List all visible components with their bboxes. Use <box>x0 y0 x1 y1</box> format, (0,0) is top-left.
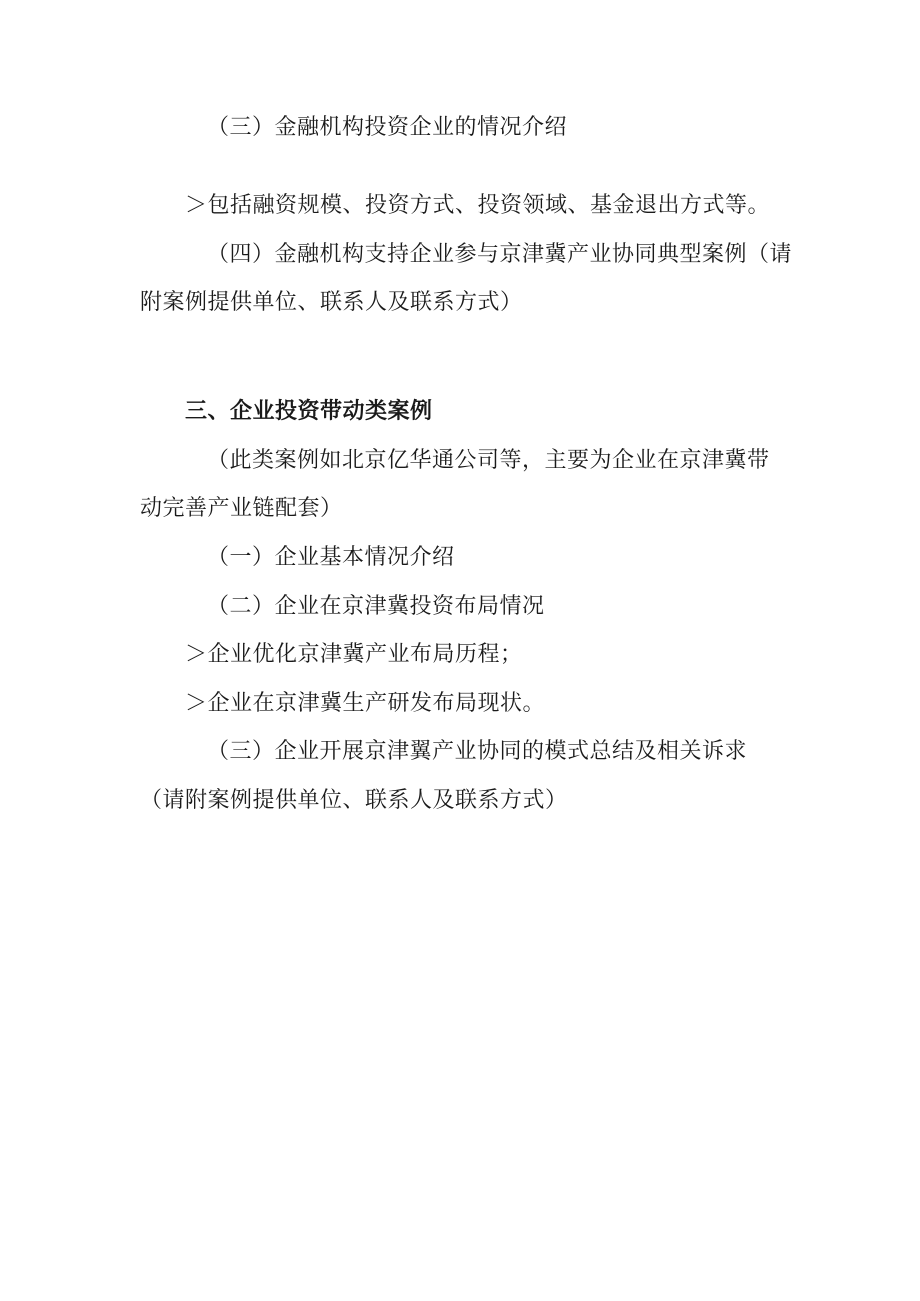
section-4-title-line1: （四）金融机构支持企业参与京津冀产业协同典型案例（请 <box>207 242 793 267</box>
subsection-3-title-line2: （请附案例提供单位、联系人及联系方式） <box>140 788 568 813</box>
subsection-3-title-line1: （三）企业开展京津翼产业协同的模式总结及相关诉求 <box>207 739 748 764</box>
subsection-1-title: （一）企业基本情况介绍 <box>207 545 455 570</box>
bullet-layout-history: ＞企业优化京津冀产业布局历程； <box>185 642 523 667</box>
bullet-financing-details: ＞包括融资规模、投资方式、投资领域、基金退出方式等。 <box>185 193 771 218</box>
section-4-title-line2: 附案例提供单位、联系人及联系方式） <box>140 290 523 315</box>
category-3-heading: 三、企业投资带动类案例 <box>185 399 433 424</box>
subsection-2-title: （二）企业在京津冀投资布局情况 <box>207 594 545 619</box>
category-3-note-line2: 动完善产业链配套） <box>140 496 343 521</box>
bullet-layout-status: ＞企业在京津冀生产研发布局现状。 <box>185 691 546 716</box>
category-3-note-line1: （此类案例如北京亿华通公司等，主要为企业在京津冀带 <box>207 448 770 473</box>
section-3-title: （三）金融机构投资企业的情况介绍 <box>207 115 568 140</box>
